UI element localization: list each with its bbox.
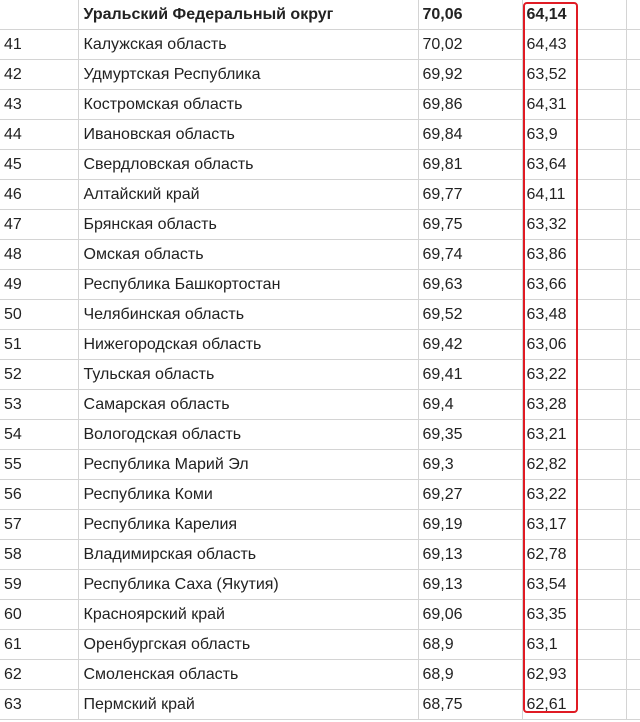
region-name-cell: Смоленская область (78, 660, 418, 690)
value-cell: 69,06 (418, 600, 522, 630)
highlighted-value-cell: 62,82 (522, 450, 626, 480)
region-name-cell: Нижегородская область (78, 330, 418, 360)
row-number-cell: 58 (0, 540, 78, 570)
table-row (0, 0, 640, 30)
table-row (0, 600, 640, 630)
row-number-cell: 55 (0, 450, 78, 480)
empty-cell (626, 420, 640, 450)
empty-cell (626, 390, 640, 420)
row-number-cell: 45 (0, 150, 78, 180)
table-row (0, 450, 640, 480)
row-number-cell: 54 (0, 420, 78, 450)
value-cell: 70,02 (418, 30, 522, 60)
row-number-cell: 50 (0, 300, 78, 330)
highlighted-value-cell: 64,11 (522, 180, 626, 210)
row-number-cell: 49 (0, 270, 78, 300)
row-number-cell: 43 (0, 90, 78, 120)
highlighted-value-cell: 63,48 (522, 300, 626, 330)
value-cell: 69,13 (418, 570, 522, 600)
table-row (0, 180, 640, 210)
region-name-cell: Костромская область (78, 90, 418, 120)
value-cell: 70,06 (418, 0, 522, 30)
region-name-cell: Уральский Федеральный округ (78, 0, 418, 30)
highlighted-value-cell: 63,32 (522, 210, 626, 240)
value-cell: 69,63 (418, 270, 522, 300)
table-row (0, 270, 640, 300)
empty-cell (626, 0, 640, 30)
empty-cell (626, 30, 640, 60)
empty-cell (626, 270, 640, 300)
region-name-cell: Свердловская область (78, 150, 418, 180)
table-row (0, 390, 640, 420)
row-number-cell: 53 (0, 390, 78, 420)
region-name-cell: Республика Карелия (78, 510, 418, 540)
value-cell: 69,13 (418, 540, 522, 570)
highlighted-value-cell: 63,21 (522, 420, 626, 450)
region-name-cell: Вологодская область (78, 420, 418, 450)
highlighted-value-cell: 63,1 (522, 630, 626, 660)
empty-cell (626, 540, 640, 570)
highlighted-value-cell: 64,31 (522, 90, 626, 120)
value-cell: 69,92 (418, 60, 522, 90)
empty-cell (626, 510, 640, 540)
empty-cell (626, 690, 640, 720)
table-row (0, 420, 640, 450)
table-row (0, 60, 640, 90)
row-number-cell: 48 (0, 240, 78, 270)
table-row (0, 690, 640, 720)
highlighted-value-cell: 63,52 (522, 60, 626, 90)
region-name-cell: Владимирская область (78, 540, 418, 570)
value-cell: 69,42 (418, 330, 522, 360)
table-row (0, 660, 640, 690)
highlighted-value-cell: 62,93 (522, 660, 626, 690)
value-cell: 69,52 (418, 300, 522, 330)
row-number-cell: 52 (0, 360, 78, 390)
table-row (0, 570, 640, 600)
row-number-cell: 57 (0, 510, 78, 540)
value-cell: 69,86 (418, 90, 522, 120)
empty-cell (626, 360, 640, 390)
row-number-cell: 44 (0, 120, 78, 150)
table-row (0, 90, 640, 120)
row-number-cell: 59 (0, 570, 78, 600)
region-name-cell: Брянская область (78, 210, 418, 240)
highlighted-value-cell: 63,35 (522, 600, 626, 630)
value-cell: 69,77 (418, 180, 522, 210)
value-cell: 69,35 (418, 420, 522, 450)
value-cell: 69,74 (418, 240, 522, 270)
empty-cell (626, 300, 640, 330)
highlighted-value-cell: 63,22 (522, 480, 626, 510)
row-number-cell: 63 (0, 690, 78, 720)
value-cell: 69,3 (418, 450, 522, 480)
table-row (0, 30, 640, 60)
empty-cell (626, 150, 640, 180)
empty-cell (626, 330, 640, 360)
empty-cell (626, 60, 640, 90)
highlighted-value-cell: 63,9 (522, 120, 626, 150)
region-name-cell: Ивановская область (78, 120, 418, 150)
value-cell: 68,9 (418, 630, 522, 660)
table-row (0, 240, 640, 270)
table-row (0, 630, 640, 660)
region-name-cell: Республика Саха (Якутия) (78, 570, 418, 600)
row-number-cell: 46 (0, 180, 78, 210)
region-name-cell: Республика Коми (78, 480, 418, 510)
empty-cell (626, 480, 640, 510)
value-cell: 69,27 (418, 480, 522, 510)
value-cell: 68,75 (418, 690, 522, 720)
row-number-cell: 62 (0, 660, 78, 690)
region-name-cell: Республика Башкортостан (78, 270, 418, 300)
highlighted-value-cell: 64,43 (522, 30, 626, 60)
highlighted-value-cell: 63,64 (522, 150, 626, 180)
empty-cell (626, 570, 640, 600)
table-row (0, 210, 640, 240)
region-name-cell: Челябинская область (78, 300, 418, 330)
table-row (0, 540, 640, 570)
empty-cell (626, 660, 640, 690)
highlighted-value-cell: 63,28 (522, 390, 626, 420)
highlighted-value-cell: 64,14 (522, 0, 626, 30)
empty-cell (626, 600, 640, 630)
table-row (0, 510, 640, 540)
empty-cell (626, 630, 640, 660)
highlighted-value-cell: 63,54 (522, 570, 626, 600)
value-cell: 69,75 (418, 210, 522, 240)
empty-cell (626, 240, 640, 270)
highlighted-value-cell: 63,66 (522, 270, 626, 300)
row-number-cell: 51 (0, 330, 78, 360)
empty-cell (626, 210, 640, 240)
table-row (0, 480, 640, 510)
region-name-cell: Омская область (78, 240, 418, 270)
highlighted-value-cell: 62,78 (522, 540, 626, 570)
region-name-cell: Пермский край (78, 690, 418, 720)
row-number-cell: 60 (0, 600, 78, 630)
region-name-cell: Республика Марий Эл (78, 450, 418, 480)
value-cell: 69,19 (418, 510, 522, 540)
region-name-cell: Тульская область (78, 360, 418, 390)
row-number-cell: 56 (0, 480, 78, 510)
row-number-cell: 47 (0, 210, 78, 240)
table-row (0, 360, 640, 390)
region-name-cell: Алтайский край (78, 180, 418, 210)
region-name-cell: Калужская область (78, 30, 418, 60)
empty-cell (626, 180, 640, 210)
highlighted-value-cell: 63,22 (522, 360, 626, 390)
value-cell: 69,41 (418, 360, 522, 390)
value-cell: 69,84 (418, 120, 522, 150)
table-row (0, 150, 640, 180)
empty-cell (626, 90, 640, 120)
value-cell: 69,81 (418, 150, 522, 180)
value-cell: 68,9 (418, 660, 522, 690)
highlighted-value-cell: 62,61 (522, 690, 626, 720)
highlighted-value-cell: 63,17 (522, 510, 626, 540)
row-number-cell: 61 (0, 630, 78, 660)
row-number-cell: 41 (0, 30, 78, 60)
region-name-cell: Удмуртская Республика (78, 60, 418, 90)
table-row (0, 330, 640, 360)
empty-cell (626, 450, 640, 480)
region-name-cell: Красноярский край (78, 600, 418, 630)
highlighted-value-cell: 63,86 (522, 240, 626, 270)
empty-cell (626, 120, 640, 150)
value-cell: 69,4 (418, 390, 522, 420)
row-number-cell (0, 0, 78, 30)
row-number-cell: 42 (0, 60, 78, 90)
table-row (0, 300, 640, 330)
region-name-cell: Самарская область (78, 390, 418, 420)
table-row (0, 120, 640, 150)
region-name-cell: Оренбургская область (78, 630, 418, 660)
highlighted-value-cell: 63,06 (522, 330, 626, 360)
